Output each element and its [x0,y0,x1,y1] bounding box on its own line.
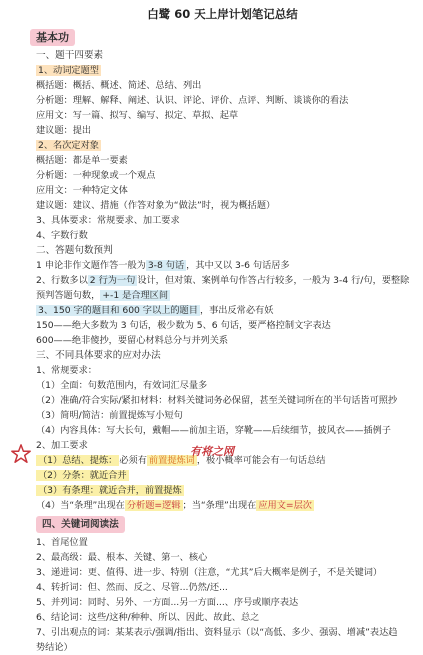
line-fenxi: 分析题：理解、解释、阐述、认识、评论、评价、点评、判断、谈谈你的看法 [36,95,349,106]
line-s2-2c: 预判答题句数， +-1 是合理区间 [36,290,169,301]
line-g2: 概括题：都是单一要素 [36,155,128,166]
line-s4-5: 5、并列词：同时、另外、一方面...另一方面...、序号或顺序表达 [36,597,299,608]
line-s3-1-4: （4）内容具体：写大长句，戴帽——前加主语，穿靴——后续细节，披风衣——插例子 [36,425,391,436]
line-s3-2-1: （1）总结、提炼： 必须有 前置提炼词 ，极小概率可能会有一句话总结 [38,455,326,466]
line-s4-7: 7、引出观点的词：某某表示/强调/指出、资料显示（以“高低、多少、强弱、增减”表达趋 [36,627,398,638]
line-s3-1: 1、常规要求： [36,365,97,376]
line-s2-3: 3、150 字的题目和 600 字以上的题目 ，事出反常必有妖 [38,305,274,316]
heading-sentence-count: 二、答题句数预判 [36,245,113,256]
line-s4-1: 1、首尾位置 [36,537,88,548]
line-gaikuo: 概括题：概括、概述、简述、总结、列出 [36,80,202,91]
line-s3-1-1: （1）全面：句数范围内，有效词汇尽量多 [36,380,208,391]
star-icon [10,443,32,465]
heading-requirements: 三、不同具体要求的应对办法 [36,350,161,361]
section-basic: 基本功 [30,29,75,46]
line-s3-2-3: （3）有条理：就近合并，前置提炼 [38,485,182,496]
line-s4-7b: 势结论） [36,642,73,653]
line-yingyong: 应用文：写一篇、拟写、编写、拟定、草拟、起草 [36,110,239,121]
line-s2-5: 600——绝非傻抄，要留心材料总分与并列关系 [36,335,229,346]
line-s3-2-4: （4）当“条理”出现在 分析题=逻辑 ；当“条理”出现在 应用文=层次 [36,500,312,511]
line-s4-3: 3、递进词：更、值得、进一步、特别（注意，“尤其”后大概率是例子，不是关键词） [36,567,383,578]
subheading-verb: 1、动词定题型 [38,65,99,76]
page-title: 白鹭 60 天上岸计划笔记总结 [147,7,298,21]
line-s3-2: 2、加工要求 [36,440,88,451]
handwritten-note: 有将之网 [190,445,234,458]
line-y2: 应用文：一种特定文体 [36,185,128,196]
line-s4-2: 2、最高级：最、根本、关键、第一、核心 [36,552,208,563]
line-s4-4: 4、转折词：但、然而、反之、尽管...仍然/还... [36,582,228,593]
line-s3-1-3: （3）简明/简洁：前置提炼写小短句 [36,410,183,421]
line-s2-2: 2、行数多以 2 行为一句 设计，但对策、案例单句作答占行较多，一般为 3-4 行/句，要整除 [36,275,410,286]
line-s2-4: 150——绝大多数为 3 句话，极少数为 5、6 句话，要严格控制文字表达 [36,320,331,331]
line-s2-1: 1 申论非作文题作答一般为 3-8 句话 ，其中又以 3-6 句话居多 [36,260,290,271]
heading-four-elements: 一、题干四要素 [36,50,104,61]
line-wordcount: 4、字数行数 [36,230,88,241]
line-j2: 建议题：建议、措施（作答对象为“做法”时，视为概括题） [36,200,276,211]
line-requirements: 3、具体要求：常规要求、加工要求 [36,215,180,226]
line-s3-1-2: （2）准确/符合实际/紧扣材料：材料关键词务必保留，甚至关键词所在的半句话皆可照抄 [36,395,398,406]
line-s3-2-2: （2）分条：就近合并 [38,470,127,481]
subheading-noun: 2、名次定对象 [38,140,99,151]
line-s4-6: 6、结论词：这些/这种/种种、所以、因此、故此、总之 [36,612,260,623]
line-jianyi: 建议题：提出 [36,125,92,136]
section-keyword-reading: 四、关键词阅读法 [36,516,125,533]
line-f2: 分析题：一种现象或一个观点 [36,170,156,181]
